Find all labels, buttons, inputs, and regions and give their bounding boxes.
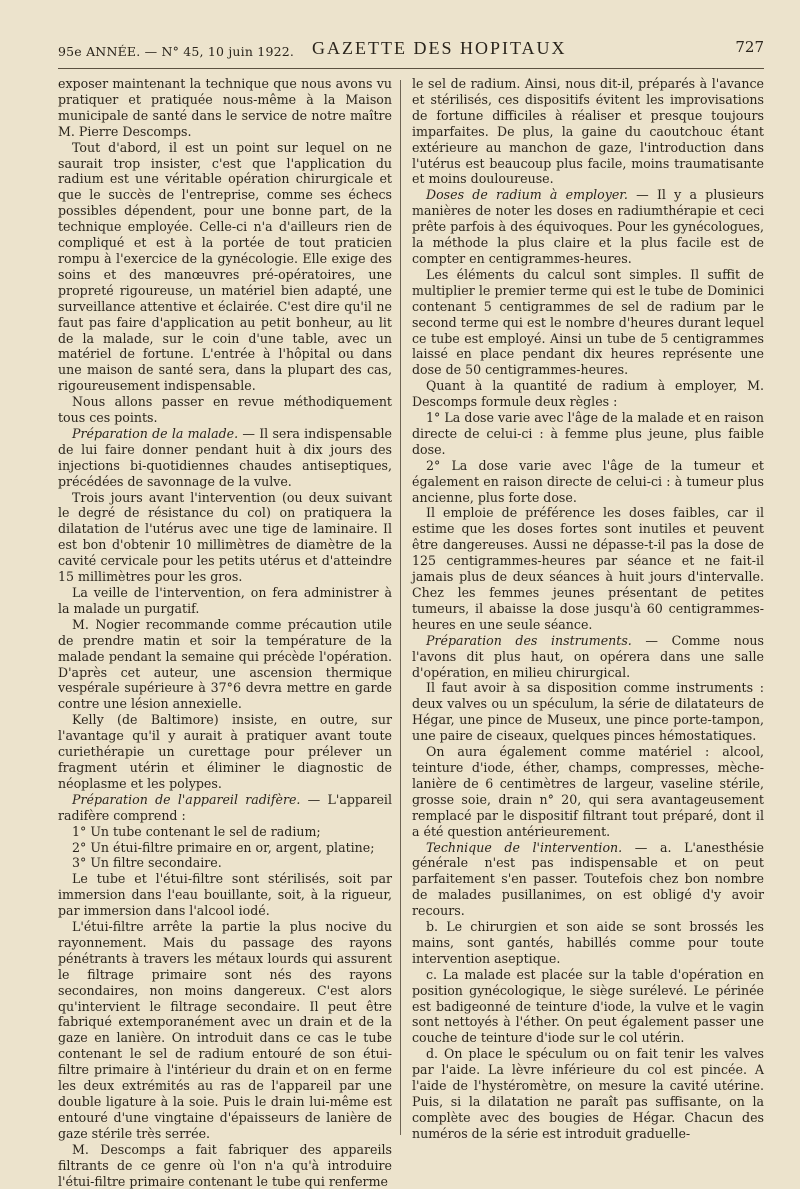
list-item: 3° Un filtre secondaire. bbox=[72, 855, 222, 871]
paragraph: d. On place le spéculum ou on fait tenir les valves par l'aide. La lèvre inférieure du col est pincée. A l'aide de l'hystéromètre, on mesure la cavité utérine. Puis, si la dilatation ne paraît pas suffisante, on la complète avec des bougies de Hégar. Chacun des numéros de la série est introduit graduelle- bbox=[412, 1046, 764, 1141]
paragraph: Il faut avoir à sa disposition comme instruments : deux valves ou un spéculum, la série de dilatateurs de Hégar, une pince de Museux, une pince porte-tampon, une paire de ciseaux, quelques pinces hémostatiques. bbox=[412, 680, 764, 744]
paragraph: exposer maintenant la technique que nous avons vu pratiquer et pratiquée nous-même à la Maison municipale de santé dans le service de notre maître M. Pierre Descomps. bbox=[58, 76, 392, 139]
paragraph: Les éléments du calcul sont simples. Il suffit de multiplier le premier terme qui est le tube de Dominici contenant 5 centigrammes de sel de radium par le second terme qui est le nombre d'heures durant lequel ce tube est employé. Ainsi un tube de 5 centigrammes laissé en place pendant dix heures représente une dose de 50 centigrammes-heures. bbox=[412, 266, 764, 378]
subsection-paragraph bbox=[412, 840, 764, 920]
subsection-text: — L'appareil radifère comprend : bbox=[58, 791, 392, 823]
subsection-heading: Préparation de la malade. bbox=[72, 425, 239, 441]
paragraph: L'étui-filtre arrête la partie la plus nocive du rayonnement. Mais du passage des rayons pénétrants à travers les métaux lourds qui assurent le filtrage primaire sont nés des rayons secondaires, non moins dangereux. C'est alors qu'intervient le filtrage secondaire. Il peut être fabriqué extemporanément avec un drain et de la gaze en lanière. On introduit dans ce cas le tube contenant le sel de radium entouré de son étui-filtre primaire à l'intérieur du drain et on en ferme les deux extrémités au ras de l'appareil par une double ligature à la soie. Puis le drain lui-même est entouré d'une vingtaine d'épaisseurs de lanière de gaze stérile très serrée. bbox=[58, 919, 392, 1141]
paragraph: 1° La dose varie avec l'âge de la malade et en raison directe de celui-ci : à femme plus jeune, plus faible dose. bbox=[412, 410, 764, 457]
issue-info: 95e ANNÉE. — N° 45, 10 juin 1922. bbox=[58, 44, 295, 59]
subsection-paragraph bbox=[58, 426, 392, 490]
paragraph: Trois jours avant l'intervention (ou deux suivant le degré de résistance du col) on pratiquera la dilatation de l'utérus avec une tige de laminaire. Il est bon d'obtenir 10 millimètres de diamètre de la cavité cervicale pour les petits utérus et d'atteindre 15 millimètres pour les gros. bbox=[58, 489, 392, 585]
subsection-text: — Il sera indispensable de lui faire donner pendant huit à dix jours des injections bi-quotidiennes chaudes antiseptiques, précédées de savonnage de la vulve. bbox=[58, 425, 392, 489]
paragraph: Tout d'abord, il est un point sur lequel on ne saurait trop insister, c'est que l'application du radium est une véritable opération chirurgicale et que le succès de l'entreprise, comme ses échecs possibles dépendent, pour une bonne part, de la technique employée. Celle-ci n'a d'ailleurs rien de compliqué et est à la portée de tout praticien rompu à l'exercice de la gynécologie. Elle exige des soins et des manœuvres pré-opératoires, une propreté rigoureuse, un matériel bien adapté, une surveillance attentive et éclairée. C'est dire qu'il ne faut pas faire d'application au petit bonheur, au lit de la malade, sur le coin d'une table, avec un matériel de fortune. L'entrée à l'hôpital ou dans une maison de santé sera, dans la plupart des cas, rigoureusement indispensable. bbox=[58, 139, 392, 394]
subsection-text: — Comme nous l'avons dit plus haut, on opérera dans une salle d'opération, en milieu chirurgical. bbox=[412, 632, 764, 680]
list-item: 2° Un étui-filtre primaire en or, argent, platine; bbox=[72, 839, 375, 855]
subsection-heading: Préparation de l'appareil radifère. bbox=[72, 791, 301, 807]
list-item: 1° Un tube contenant le sel de radium; bbox=[72, 823, 321, 839]
page-number: 727 bbox=[735, 38, 764, 56]
page-header bbox=[58, 34, 764, 64]
subsection-heading: Préparation des instruments. bbox=[426, 632, 632, 648]
column-divider bbox=[400, 80, 401, 1135]
paragraph: M. Nogier recommande comme précaution utile de prendre matin et soir la température de la malade pendant la semaine qui précède l'opération. D'après cet auteur, une ascension thermique vespérale supérieure à 37°6 devra mettre en garde contre une lésion annexielle. bbox=[58, 616, 392, 712]
paragraph: Le tube et l'étui-filtre sont stérilisés, soit par immersion dans l'eau bouillante, soit, à la rigueur, par immersion dans l'alcool iodé. bbox=[58, 871, 392, 919]
subsection-paragraph bbox=[412, 633, 764, 681]
right-column bbox=[412, 76, 764, 1142]
paragraph: b. Le chirurgien et son aide se sont brossés les mains, sont gantés, habillés comme pour toute intervention aseptique. bbox=[412, 919, 764, 966]
paragraph: le sel de radium. Ainsi, nous dit-il, préparés à l'avance et stérilisés, ces dispositifs évitent les improvisations de fortune difficiles à réaliser et presque toujours imparfaites. De plus, la gaine du caoutchouc étant extérieure au manchon de gaze, l'introduction dans l'utérus est beaucoup plus facile, moins traumatisante et moins douloureuse. bbox=[412, 76, 764, 187]
subsection-paragraph bbox=[58, 792, 392, 824]
paragraph: Nous allons passer en revue méthodiquement tous ces points. bbox=[58, 394, 392, 426]
paragraph: Quant à la quantité de radium à employer, M. Descomps formule deux règles : bbox=[412, 378, 764, 410]
header-rule bbox=[58, 68, 764, 69]
subsection-heading: Doses de radium à employer. bbox=[426, 187, 628, 203]
paragraph: Il emploie de préférence les doses faibles, car il estime que les doses fortes sont inutiles et peuvent être dangereuses. Aussi ne dépasse-t-il pas la dose de 125 centigrammes-heures par séance et ne fait-il jamais plus de deux séances à huit jours d'intervalle. Chez les femmes jeunes présentant de petites tumeurs, il abaisse la dose jusqu'à 60 centigrammes-heures en une seule séance. bbox=[412, 505, 764, 632]
paragraph: 2° La dose varie avec l'âge de la tumeur et également en raison directe de celui-ci : à tumeur plus ancienne, plus forte dose. bbox=[412, 457, 764, 505]
paragraph: c. La malade est placée sur la table d'opération en position gynécologique, le siège surélevé. Le périnée est badigeonné de teinture d'iode, la vulve et le vagin sont nettoyés à l'éther. On peut également passer une couche de teinture d'iode sur le col utérin. bbox=[412, 966, 764, 1046]
subsection-paragraph bbox=[412, 187, 764, 267]
paragraph: On aura également comme matériel : alcool, teinture d'iode, éther, champs, compresses, mèche-lanière de 6 centimètres de largeur, vaseline stérile, grosse soie, drain n° 20, qui sera avantageusement remplacé par le dispositif filtrant tout préparé, dont il a été question antérieurement. bbox=[412, 744, 764, 839]
subsection-text: — a. L'anesthésie générale n'est pas indispensable et on peut parfaitement s'en passer. Toutefois chez bon nombre de malades pusillanimes, on est obligé d'y avoir recours. bbox=[412, 839, 764, 919]
paragraph: La veille de l'intervention, on fera administrer à la malade un purgatif. bbox=[58, 585, 392, 616]
paragraph: Kelly (de Baltimore) insiste, en outre, sur l'avantage qu'il y aurait à pratiquer avant toute curiethérapie un curettage pour prélever un fragment utérin et éliminer le diagnostic de néoplasme et les polypes. bbox=[58, 712, 392, 791]
subsection-text: — Il y a plusieurs manières de noter les doses en radiumthérapie et ceci prête parfois à des équivoques. Pour les gynécologues, la méthode la plus claire et la plus facile est de compter en centigrammes-heures. bbox=[412, 187, 764, 266]
paragraph: M. Descomps a fait fabriquer des appareils filtrants de ce genre où l'on n'a qu'à introduire l'étui-filtre primaire contenant le tube qui renferme bbox=[58, 1141, 392, 1189]
journal-title: GAZETTE DES HOPITAUX bbox=[312, 38, 567, 58]
left-column bbox=[58, 76, 392, 1189]
subsection-heading: Technique de l'intervention. bbox=[426, 839, 623, 855]
